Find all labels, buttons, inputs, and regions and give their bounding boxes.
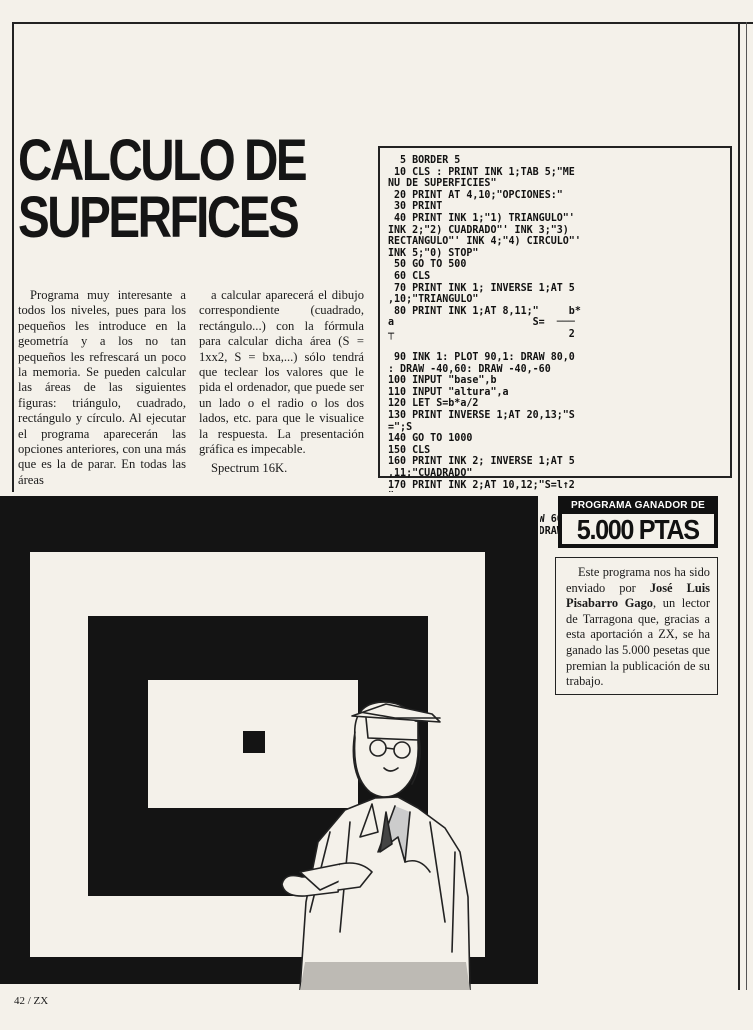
right-rule-secondary xyxy=(746,22,747,990)
basic-listing: 5 BORDER 5 10 CLS : PRINT INK 1;TAB 5;"ME NU DE SUPERFICIES" 20 PRINT AT 4,10;"OPCIONES:" 30 PRINT 40 PRINT INK 1;"1) TRIANGULO"' INK 2;"2) CUADRADO"' INK 3;"3) RECTANGULO"' INK 4;"4) CIRCULO"' INK 5;"0) STOP" 50 GO TO 500 60 CLS 70 PRINT INK 1; INVERSE 1;AT 5 ,10;"TRIANGULO" 80 PRINT INK 1;AT 8,11;" b* a S= ─── ┬ 2 90 INK 1: PLOT 90,1: DRAW 80,0 : DRAW -40,60: DRAW -40,-60 100 INPUT "base",b 110 INPUT "altura",a 120 LET S=b*a/2 130 PRINT INVERSE 1;AT 20,13;"S =";S 140 GO TO 1000 150 CLS 160 PRINT INK 2; INVERSE 1;AT 5 ,11;"CUADRADO" 170 PRINT INK 2;AT 10,12;"S=l↑2 DRAW xyxy=(388,153,581,537)
article-title xyxy=(18,128,306,250)
right-rule xyxy=(738,22,740,990)
author-text-after: , un lector de Tarragona que, gracias a esta aportación a ZX, se ha ganado las 5.000 pesetas que premian la publicación de su trabajo. xyxy=(566,596,710,689)
illustration-professor xyxy=(0,492,540,990)
column-1-text: Programa muy interesante a todos los niveles, pues para los pequeños les introduce en la geometría y a los no tan pequeños les refrescará un poco la memoria. Se pueden calcular las áreas de las siguientes figuras: triángulo, cuadrado, rectángulo y círculo. Al ejecutar el programa aparecerán las opciones anteriores, con una más que es la de parar. En todas las áreas xyxy=(18,288,186,487)
author-name: José Luis Pisabarro Gago xyxy=(566,580,711,611)
article-column-1 xyxy=(18,288,186,488)
left-rule xyxy=(12,22,14,492)
prize-label: PROGRAMA GANADOR DE xyxy=(571,500,705,511)
title-line-2: SUPERFICES xyxy=(18,185,298,250)
prize-amount-box xyxy=(561,513,715,545)
prize-amount: 5.000 PTAS xyxy=(577,514,699,545)
title-line-1: CALCULO DE xyxy=(18,128,306,193)
author-info-box xyxy=(555,557,718,695)
author-info-text xyxy=(566,565,710,690)
prize-badge xyxy=(558,496,718,548)
center-square xyxy=(243,731,265,753)
platform-note: Spectrum 16K. xyxy=(211,461,288,476)
article-column-2 xyxy=(199,288,364,477)
author-text-before: Este programa nos ha sido enviado por xyxy=(566,565,710,595)
page-number: 42 / ZX xyxy=(14,995,49,1007)
top-rule xyxy=(12,22,753,24)
column-2-text: a calcular aparecerá el dibujo correspondiente (cuadrado, rectángulo...) con la fórmula para calcular dicha área (S = 1xx2, S = bxa,...) sólo tendrá que teclear los valores que le pida el ordenador, que puede ser un lado o el radio o los dos lados, etc. para que le visualice la respuesta. La presentación gráfica es impecable. xyxy=(199,288,364,457)
